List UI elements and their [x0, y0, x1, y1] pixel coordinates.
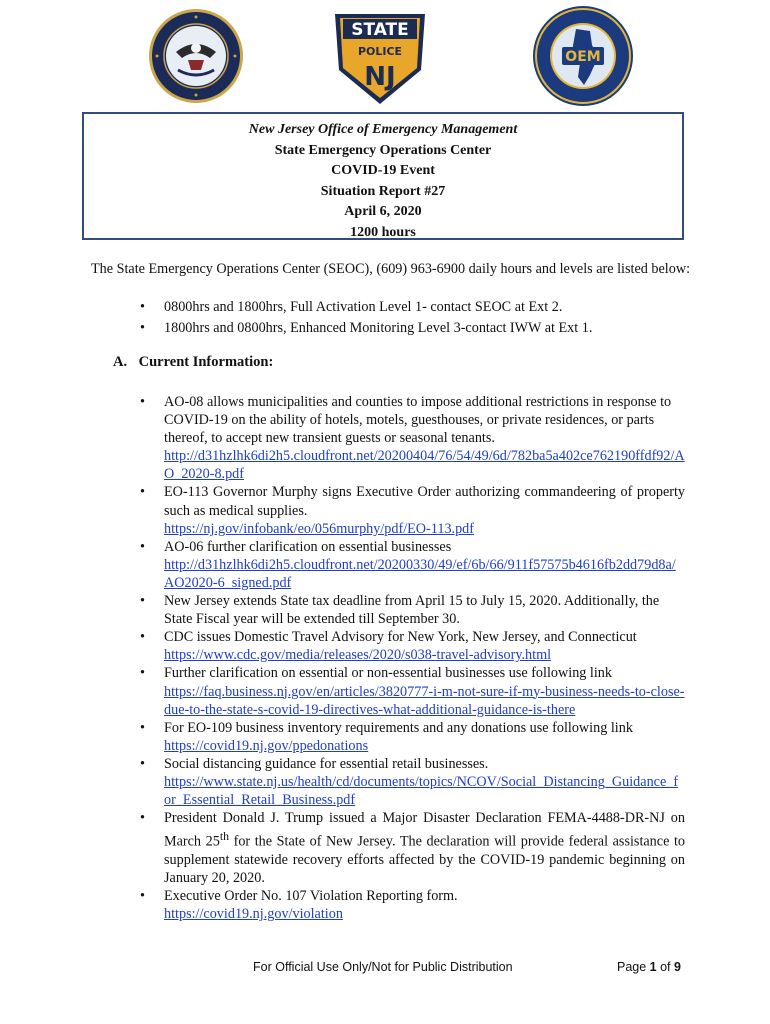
item-text: Further clarification on essential or non-essential businesses use following link — [164, 665, 612, 682]
item-text: New Jersey extends State tax deadline from April 15 to July 15, 2020. Additionally, the State Fiscal year will be extended till September 30. — [164, 593, 660, 628]
item-link[interactable]: https://www.cdc.gov/media/releases/2020/s038-travel-advisory.html — [164, 647, 552, 664]
list-item — [140, 809, 685, 887]
item-link[interactable]: https://faq.business.nj.gov/en/articles/3820777-i-m-not-sure-if-my-business-needs-to-close-due-to-the-state-s-covid-19-directives-what-additional-guidance-is-there — [164, 683, 685, 718]
item-text: AO-08 allows municipalities and counties to impose additional restrictions in response to COVID-19 on the ability of hotels, motels, guesthouses, or private residences, or parts thereof, to accept new transient guests or seasonal tenants. — [164, 394, 672, 447]
hours-item-text: 0800hrs and 1800hrs, Full Activation Level 1- contact SEOC at Ext 2. — [164, 299, 563, 315]
item-text — [164, 809, 685, 887]
bullet-icon: • — [140, 755, 145, 772]
bullet-icon: • — [140, 320, 145, 336]
section-heading — [113, 354, 273, 371]
item-text: AO-06 further clarification on essential businesses — [164, 538, 452, 555]
item-link[interactable]: http://d31hzlhk6di2h5.cloudfront.net/20200404/76/54/49/6d/782ba5a402ce762190ffdf92/AO_2020-8.pdf — [164, 448, 685, 483]
list-item — [140, 719, 685, 755]
item-link[interactable]: http://d31hzlhk6di2h5.cloudfront.net/20200330/49/ef/6b/66/911f57575b4616fb2dd79d8a/AO2020-6_signed.pdf — [164, 556, 676, 591]
list-item — [140, 393, 685, 483]
list-item — [140, 318, 700, 339]
center-name: State Emergency Operations Center — [274, 142, 492, 158]
list-item — [140, 592, 685, 628]
ordinal-suffix: th — [219, 829, 230, 844]
page-prefix: Page — [617, 960, 650, 974]
list-item — [140, 664, 685, 718]
section-label: A. — [113, 354, 128, 370]
item-text: Social distancing guidance for essential retail businesses. — [164, 755, 489, 772]
intro-paragraph: The State Emergency Operations Center (SEOC), (609) 963-6900 daily hours and levels are listed below: — [91, 261, 691, 277]
item-link[interactable]: https://covid19.nj.gov/violation — [164, 906, 343, 923]
item-text-part: President Donald J. Trump issued a Major Disaster Declaration FEMA-4488-DR-NJ on March 25 — [164, 810, 685, 850]
list-item — [140, 887, 685, 923]
page-total: 9 — [674, 960, 681, 974]
badge-state-text: STATE — [351, 20, 409, 40]
list-item — [140, 297, 700, 318]
state-police-badge-logo — [331, 10, 429, 106]
bullet-icon: • — [140, 538, 145, 555]
agency-name: New Jersey Office of Emergency Management — [248, 122, 518, 137]
bullet-icon: • — [140, 629, 145, 646]
oem-seal-logo — [532, 5, 634, 107]
item-text: For EO-109 business inventory requirements and any donations use following link — [164, 719, 633, 736]
report-number: Situation Report #27 — [320, 183, 446, 199]
bullet-icon: • — [140, 888, 145, 905]
item-link[interactable]: https://www.state.nj.us/health/cd/documents/topics/NCOV/Social_Distancing_Guidance_for_Essential_Retail_Business.pdf — [164, 773, 679, 809]
bullet-icon: • — [140, 593, 145, 610]
item-text: EO-113 Governor Murphy signs Executive Order authorizing commandeering of property such as medical supplies. — [164, 484, 685, 519]
bullet-icon: • — [140, 810, 145, 827]
page-current: 1 — [649, 960, 657, 974]
oem-center-text: OEM — [565, 49, 601, 65]
badge-nj-text: NJ — [364, 62, 396, 92]
item-link[interactable]: https://covid19.nj.gov/ppedonations — [164, 737, 369, 754]
report-time: 1200 hours — [350, 224, 416, 240]
bullet-icon: • — [140, 299, 145, 315]
list-item — [140, 538, 685, 592]
report-date: April 6, 2020 — [344, 204, 422, 219]
item-text: Executive Order No. 107 Violation Reporting form. — [164, 888, 458, 905]
bullet-icon: • — [140, 394, 145, 410]
list-item — [140, 755, 685, 809]
page-number — [617, 960, 681, 974]
event-name: COVID-19 Event — [331, 163, 435, 178]
item-text-part: for the State of New Jersey. The declaration will provide federal assistance to supplement statewide recovery efforts affected by the COVID-19 pandemic beginning on January 20, 2020. — [164, 833, 685, 887]
report-title-box — [82, 112, 684, 240]
page-of: of — [656, 960, 674, 974]
bullet-icon: • — [140, 484, 145, 501]
navy-seal-logo — [148, 8, 244, 104]
hours-list — [140, 297, 700, 339]
hours-item-text: 1800hrs and 0800hrs, Enhanced Monitoring Level 3-contact IWW at Ext 1. — [164, 320, 593, 336]
bullet-icon: • — [140, 719, 145, 736]
list-item — [140, 483, 685, 537]
badge-police-text: POLICE — [357, 45, 403, 58]
list-item — [140, 628, 685, 664]
footer-classification: For Official Use Only/Not for Public Distribution — [253, 960, 513, 974]
section-title: Current Information: — [138, 354, 274, 370]
bullet-icon: • — [140, 665, 145, 682]
item-link[interactable]: https://nj.gov/infobank/eo/056murphy/pdf/EO-113.pdf — [164, 520, 474, 537]
current-info-list — [140, 393, 685, 923]
item-text: CDC issues Domestic Travel Advisory for New York, New Jersey, and Connecticut — [164, 629, 637, 646]
